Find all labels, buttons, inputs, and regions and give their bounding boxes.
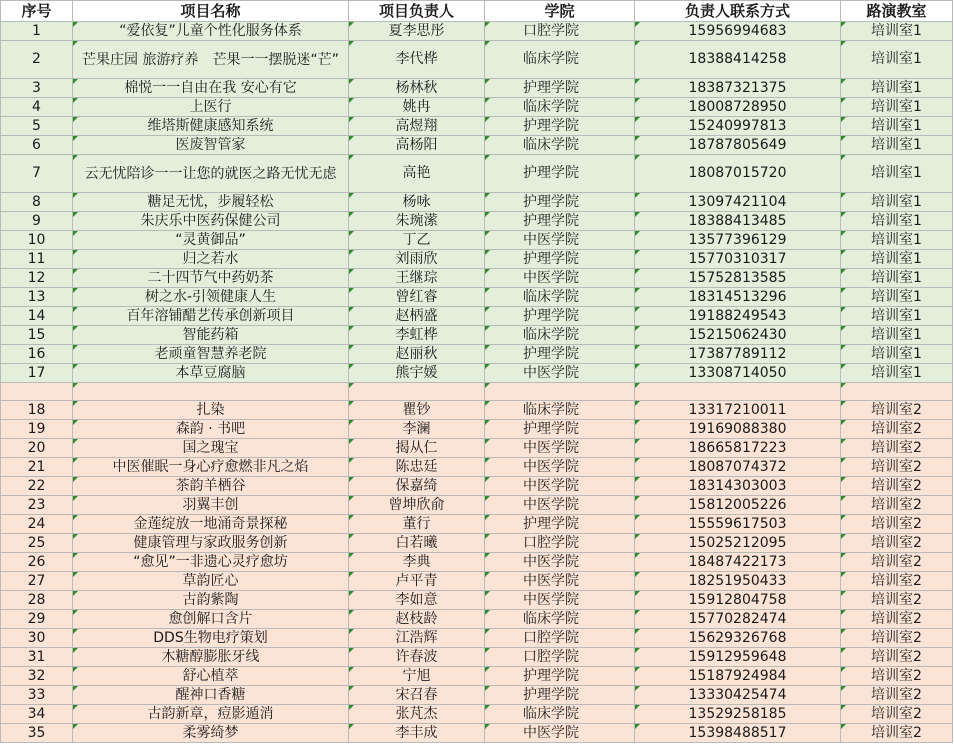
cell-room[interactable]: 培训室1 xyxy=(841,288,953,307)
cell-phone[interactable]: 18787805649 xyxy=(635,136,841,155)
cell-leader[interactable]: 宋召春 xyxy=(349,686,485,705)
cell-phone[interactable]: 18388413485 xyxy=(635,212,841,231)
cell-room[interactable]: 培训室1 xyxy=(841,345,953,364)
cell-project-name[interactable]: 棉悦一一自由在我 安心有它 xyxy=(73,79,349,98)
cell-college[interactable]: 护理学院 xyxy=(485,117,635,136)
cell-room[interactable]: 培训室2 xyxy=(841,439,953,458)
cell-no[interactable]: 21 xyxy=(1,458,73,477)
cell-room[interactable]: 培训室2 xyxy=(841,686,953,705)
empty-cell[interactable] xyxy=(485,383,635,401)
cell-no[interactable]: 18 xyxy=(1,401,73,420)
table-row xyxy=(1,496,953,515)
cell-project-name[interactable]: 愈创解口含片 xyxy=(73,610,349,629)
cell-no[interactable]: 26 xyxy=(1,553,73,572)
table-row xyxy=(1,231,953,250)
cell-no[interactable]: 3 xyxy=(1,79,73,98)
cell-room[interactable]: 培训室2 xyxy=(841,648,953,667)
cell-no[interactable]: 35 xyxy=(1,724,73,743)
cell-project-name[interactable]: 糖足无忧，步履轻松 xyxy=(73,193,349,212)
empty-cell[interactable] xyxy=(349,383,485,401)
cell-leader[interactable]: 高煜翔 xyxy=(349,117,485,136)
cell-no[interactable]: 30 xyxy=(1,629,73,648)
cell-no[interactable]: 1 xyxy=(1,22,73,41)
cell-no[interactable]: 6 xyxy=(1,136,73,155)
cell-leader[interactable]: 李如意 xyxy=(349,591,485,610)
cell-college[interactable]: 护理学院 xyxy=(485,667,635,686)
cell-leader[interactable]: 王继琮 xyxy=(349,269,485,288)
cell-leader[interactable]: 高杨阳 xyxy=(349,136,485,155)
cell-college[interactable]: 临床学院 xyxy=(485,610,635,629)
cell-project-name[interactable]: 茶韵羊栖谷 xyxy=(73,477,349,496)
cell-leader[interactable]: 杨咏 xyxy=(349,193,485,212)
cell-room[interactable]: 培训室1 xyxy=(841,193,953,212)
cell-phone[interactable]: 13577396129 xyxy=(635,231,841,250)
cell-room[interactable]: 培训室2 xyxy=(841,458,953,477)
cell-no[interactable]: 14 xyxy=(1,307,73,326)
cell-project-name[interactable]: 医废智管家 xyxy=(73,136,349,155)
cell-leader[interactable]: 丁乙 xyxy=(349,231,485,250)
table-row xyxy=(1,193,953,212)
cell-no[interactable]: 33 xyxy=(1,686,73,705)
cell-college[interactable]: 中医学院 xyxy=(485,458,635,477)
table-row xyxy=(1,307,953,326)
cell-phone[interactable]: 15025212095 xyxy=(635,534,841,553)
cell-room[interactable]: 培训室2 xyxy=(841,420,953,439)
cell-college[interactable]: 护理学院 xyxy=(485,193,635,212)
cell-room[interactable]: 培训室1 xyxy=(841,155,953,193)
cell-no[interactable]: 25 xyxy=(1,534,73,553)
empty-cell[interactable] xyxy=(635,383,841,401)
cell-college[interactable]: 临床学院 xyxy=(485,705,635,724)
cell-project-name[interactable]: 智能药箱 xyxy=(73,326,349,345)
empty-cell[interactable] xyxy=(1,383,73,401)
cell-college[interactable]: 中医学院 xyxy=(485,269,635,288)
cell-leader[interactable]: 张芃杰 xyxy=(349,705,485,724)
cell-room[interactable]: 培训室1 xyxy=(841,250,953,269)
cell-phone[interactable]: 18665817223 xyxy=(635,439,841,458)
header-cell-project-name[interactable]: 项目名称 xyxy=(73,1,349,22)
cell-room[interactable]: 培训室1 xyxy=(841,41,953,79)
cell-leader[interactable]: 赵柄盛 xyxy=(349,307,485,326)
table-row xyxy=(1,667,953,686)
cell-room[interactable]: 培训室2 xyxy=(841,724,953,743)
header-cell-college[interactable]: 学院 xyxy=(485,1,635,22)
cell-room[interactable]: 培训室1 xyxy=(841,212,953,231)
cell-phone[interactable]: 18314513296 xyxy=(635,288,841,307)
table-row xyxy=(1,136,953,155)
cell-project-name[interactable]: 上医行 xyxy=(73,98,349,117)
cell-phone[interactable]: 15215062430 xyxy=(635,326,841,345)
cell-project-name[interactable]: “灵黄御品” xyxy=(73,231,349,250)
cell-phone[interactable]: 19169088380 xyxy=(635,420,841,439)
table-row xyxy=(1,79,953,98)
cell-room[interactable]: 培训室1 xyxy=(841,269,953,288)
cell-no[interactable]: 22 xyxy=(1,477,73,496)
cell-college[interactable]: 护理学院 xyxy=(485,79,635,98)
cell-no[interactable]: 34 xyxy=(1,705,73,724)
table-row xyxy=(1,364,953,383)
cell-room[interactable]: 培训室2 xyxy=(841,477,953,496)
cell-phone[interactable]: 15240997813 xyxy=(635,117,841,136)
cell-phone[interactable]: 18314303003 xyxy=(635,477,841,496)
cell-no[interactable]: 7 xyxy=(1,155,73,193)
cell-phone[interactable]: 15187924984 xyxy=(635,667,841,686)
cell-project-name[interactable]: 草韵匠心 xyxy=(73,572,349,591)
cell-room[interactable]: 培训室2 xyxy=(841,401,953,420)
cell-phone[interactable]: 18388414258 xyxy=(635,41,841,79)
cell-project-name[interactable]: “爱依复”儿童个性化服务体系 xyxy=(73,22,349,41)
cell-project-name[interactable]: 本草豆腐脑 xyxy=(73,364,349,383)
cell-project-name[interactable]: 国之瑰宝 xyxy=(73,439,349,458)
cell-project-name[interactable]: 柔雾绮梦 xyxy=(73,724,349,743)
cell-college[interactable]: 护理学院 xyxy=(485,307,635,326)
table-row xyxy=(1,41,953,79)
cell-phone[interactable]: 15956994683 xyxy=(635,22,841,41)
cell-room[interactable]: 培训室2 xyxy=(841,610,953,629)
cell-phone[interactable]: 18487422173 xyxy=(635,553,841,572)
table-row xyxy=(1,155,953,193)
cell-phone[interactable]: 15629326768 xyxy=(635,629,841,648)
header-cell-room[interactable]: 路演教室 xyxy=(841,1,953,22)
table-row xyxy=(1,288,953,307)
cell-project-name[interactable]: 健康管理与家政服务创新 xyxy=(73,534,349,553)
cell-room[interactable]: 培训室2 xyxy=(841,553,953,572)
cell-leader[interactable]: 李丰成 xyxy=(349,724,485,743)
cell-phone[interactable]: 15752813585 xyxy=(635,269,841,288)
cell-college[interactable]: 中医学院 xyxy=(485,364,635,383)
cell-phone[interactable]: 13308714050 xyxy=(635,364,841,383)
cell-college[interactable]: 护理学院 xyxy=(485,155,635,193)
table-row xyxy=(1,269,953,288)
header-cell-no[interactable]: 序号 xyxy=(1,1,73,22)
cell-project-name[interactable]: “愈见”一非遗心灵疗愈坊 xyxy=(73,553,349,572)
cell-phone[interactable]: 15559617503 xyxy=(635,515,841,534)
cell-college[interactable]: 中医学院 xyxy=(485,591,635,610)
cell-college[interactable]: 护理学院 xyxy=(485,212,635,231)
cell-room[interactable]: 培训室1 xyxy=(841,307,953,326)
cell-phone[interactable]: 17387789112 xyxy=(635,345,841,364)
cell-no[interactable]: 11 xyxy=(1,250,73,269)
cell-leader[interactable]: 赵丽秋 xyxy=(349,345,485,364)
cell-phone[interactable]: 13529258185 xyxy=(635,705,841,724)
table-row xyxy=(1,22,953,41)
cell-leader[interactable]: 李代桦 xyxy=(349,41,485,79)
table-row xyxy=(1,250,953,269)
cell-project-name[interactable]: 古韵新章，痘影遁消 xyxy=(73,705,349,724)
cell-project-name[interactable]: 金莲绽放一地涌奇景探秘 xyxy=(73,515,349,534)
empty-cell[interactable] xyxy=(841,383,953,401)
cell-phone[interactable]: 19188249543 xyxy=(635,307,841,326)
cell-project-name[interactable]: 醒神口香糖 xyxy=(73,686,349,705)
table-row xyxy=(1,420,953,439)
cell-college[interactable]: 中医学院 xyxy=(485,231,635,250)
cell-no[interactable]: 31 xyxy=(1,648,73,667)
cell-phone[interactable]: 15398488517 xyxy=(635,724,841,743)
cell-college[interactable]: 护理学院 xyxy=(485,250,635,269)
cell-leader[interactable]: 卢平青 xyxy=(349,572,485,591)
cell-leader[interactable]: 瞿钞 xyxy=(349,401,485,420)
table-row xyxy=(1,345,953,364)
table-row xyxy=(1,117,953,136)
cell-college[interactable]: 中医学院 xyxy=(485,439,635,458)
cell-project-name[interactable]: 老顽童智慧养老院 xyxy=(73,345,349,364)
table-row xyxy=(1,515,953,534)
table-row xyxy=(1,98,953,117)
cell-room[interactable]: 培训室1 xyxy=(841,326,953,345)
cell-no[interactable]: 15 xyxy=(1,326,73,345)
cell-college[interactable]: 口腔学院 xyxy=(485,629,635,648)
cell-project-name[interactable]: 树之水-引领健康人生 xyxy=(73,288,349,307)
cell-leader[interactable]: 江浩辉 xyxy=(349,629,485,648)
cell-project-name[interactable]: 古韵紫陶 xyxy=(73,591,349,610)
cell-no[interactable]: 2 xyxy=(1,41,73,79)
cell-college[interactable]: 中医学院 xyxy=(485,477,635,496)
cell-phone[interactable]: 15812005226 xyxy=(635,496,841,515)
cell-college[interactable]: 口腔学院 xyxy=(485,648,635,667)
cell-project-name[interactable]: 朱庆乐中医药保健公司 xyxy=(73,212,349,231)
cell-project-name[interactable]: 羽翼丰创 xyxy=(73,496,349,515)
cell-leader[interactable]: 白若曦 xyxy=(349,534,485,553)
cell-no[interactable]: 28 xyxy=(1,591,73,610)
cell-college[interactable]: 中医学院 xyxy=(485,553,635,572)
cell-leader[interactable]: 夏李思彤 xyxy=(349,22,485,41)
table-row xyxy=(1,724,953,743)
cell-college[interactable]: 中医学院 xyxy=(485,496,635,515)
cell-phone[interactable]: 13317210011 xyxy=(635,401,841,420)
cell-leader[interactable]: 宁旭 xyxy=(349,667,485,686)
cell-college[interactable]: 临床学院 xyxy=(485,136,635,155)
cell-college[interactable]: 口腔学院 xyxy=(485,534,635,553)
table-row xyxy=(1,477,953,496)
cell-leader[interactable]: 许春波 xyxy=(349,648,485,667)
cell-no[interactable]: 8 xyxy=(1,193,73,212)
cell-no[interactable]: 32 xyxy=(1,667,73,686)
cell-college[interactable]: 护理学院 xyxy=(485,345,635,364)
cell-leader[interactable]: 李虹桦 xyxy=(349,326,485,345)
cell-room[interactable]: 培训室2 xyxy=(841,629,953,648)
cell-no[interactable]: 19 xyxy=(1,420,73,439)
cell-no[interactable]: 12 xyxy=(1,269,73,288)
cell-room[interactable]: 培训室1 xyxy=(841,136,953,155)
cell-project-name[interactable]: 芒果庄园 旅游疗养 芒果一一摆脱迷“芒” xyxy=(73,41,349,79)
cell-leader[interactable]: 熊宇媛 xyxy=(349,364,485,383)
cell-college[interactable]: 中医学院 xyxy=(485,724,635,743)
cell-college[interactable]: 护理学院 xyxy=(485,420,635,439)
table-row xyxy=(1,458,953,477)
cell-room[interactable]: 培训室2 xyxy=(841,496,953,515)
cell-leader[interactable]: 保嘉绮 xyxy=(349,477,485,496)
cell-leader[interactable]: 刘雨欣 xyxy=(349,250,485,269)
cell-leader[interactable]: 董行 xyxy=(349,515,485,534)
cell-room[interactable]: 培训室1 xyxy=(841,22,953,41)
cell-leader[interactable]: 姚冉 xyxy=(349,98,485,117)
cell-phone[interactable]: 18087074372 xyxy=(635,458,841,477)
cell-project-name[interactable]: 归之若水 xyxy=(73,250,349,269)
cell-phone[interactable]: 13330425474 xyxy=(635,686,841,705)
cell-no[interactable]: 24 xyxy=(1,515,73,534)
cell-phone[interactable]: 15912804758 xyxy=(635,591,841,610)
table-row xyxy=(1,212,953,231)
cell-project-name[interactable]: 木糖醇膨胀牙线 xyxy=(73,648,349,667)
cell-no[interactable]: 16 xyxy=(1,345,73,364)
cell-no[interactable]: 9 xyxy=(1,212,73,231)
spacer-row xyxy=(1,383,953,401)
cell-room[interactable]: 培训室2 xyxy=(841,572,953,591)
cell-no[interactable]: 23 xyxy=(1,496,73,515)
cell-room[interactable]: 培训室2 xyxy=(841,705,953,724)
cell-leader[interactable]: 李澜 xyxy=(349,420,485,439)
cell-room[interactable]: 培训室1 xyxy=(841,79,953,98)
cell-room[interactable]: 培训室2 xyxy=(841,667,953,686)
cell-room[interactable]: 培训室2 xyxy=(841,534,953,553)
cell-project-name[interactable]: 百年溶铺醋艺传承创新项目 xyxy=(73,307,349,326)
cell-phone[interactable]: 13097421104 xyxy=(635,193,841,212)
cell-leader[interactable]: 杨林秋 xyxy=(349,79,485,98)
cell-no[interactable]: 10 xyxy=(1,231,73,250)
table-row xyxy=(1,572,953,591)
cell-no[interactable]: 13 xyxy=(1,288,73,307)
cell-no[interactable]: 5 xyxy=(1,117,73,136)
cell-no[interactable]: 4 xyxy=(1,98,73,117)
cell-project-name[interactable]: 舒心植萃 xyxy=(73,667,349,686)
cell-project-name[interactable]: 云无忧陪诊一一让您的就医之路无忧无虑 xyxy=(73,155,349,193)
cell-phone[interactable]: 15770282474 xyxy=(635,610,841,629)
cell-project-name[interactable]: 二十四节气中药奶茶 xyxy=(73,269,349,288)
table-row xyxy=(1,686,953,705)
cell-project-name[interactable]: DDS生物电疗策划 xyxy=(73,629,349,648)
cell-leader[interactable]: 揭从仁 xyxy=(349,439,485,458)
cell-room[interactable]: 培训室2 xyxy=(841,591,953,610)
cell-college[interactable]: 临床学院 xyxy=(485,326,635,345)
cell-college[interactable]: 临床学院 xyxy=(485,98,635,117)
cell-phone[interactable]: 15912959648 xyxy=(635,648,841,667)
cell-project-name[interactable]: 森韵 · 书吧 xyxy=(73,420,349,439)
cell-college[interactable]: 口腔学院 xyxy=(485,22,635,41)
cell-project-name[interactable]: 维塔斯健康感知系统 xyxy=(73,117,349,136)
table-row xyxy=(1,553,953,572)
cell-room[interactable]: 培训室1 xyxy=(841,117,953,136)
cell-room[interactable]: 培训室2 xyxy=(841,515,953,534)
cell-phone[interactable]: 18008728950 xyxy=(635,98,841,117)
cell-room[interactable]: 培训室1 xyxy=(841,364,953,383)
cell-phone[interactable]: 18251950433 xyxy=(635,572,841,591)
cell-no[interactable]: 17 xyxy=(1,364,73,383)
cell-room[interactable]: 培训室1 xyxy=(841,98,953,117)
cell-project-name[interactable]: 中医催眠一身心疗愈燃非凡之焰 xyxy=(73,458,349,477)
cell-leader[interactable]: 李典 xyxy=(349,553,485,572)
table-row xyxy=(1,705,953,724)
cell-leader[interactable]: 高艳 xyxy=(349,155,485,193)
cell-project-name[interactable]: 扎染 xyxy=(73,401,349,420)
cell-leader[interactable]: 朱琬潆 xyxy=(349,212,485,231)
cell-college[interactable]: 中医学院 xyxy=(485,572,635,591)
cell-leader[interactable]: 陈忠廷 xyxy=(349,458,485,477)
cell-no[interactable]: 20 xyxy=(1,439,73,458)
header-cell-phone[interactable]: 负责人联系方式 xyxy=(635,1,841,22)
cell-college[interactable]: 护理学院 xyxy=(485,686,635,705)
table-row xyxy=(1,591,953,610)
table-row xyxy=(1,648,953,667)
cell-no[interactable]: 27 xyxy=(1,572,73,591)
header-row xyxy=(1,1,953,22)
cell-college[interactable]: 临床学院 xyxy=(485,41,635,79)
cell-phone[interactable]: 18387321375 xyxy=(635,79,841,98)
cell-college[interactable]: 临床学院 xyxy=(485,288,635,307)
table-row xyxy=(1,401,953,420)
cell-leader[interactable]: 曾红睿 xyxy=(349,288,485,307)
cell-phone[interactable]: 15770310317 xyxy=(635,250,841,269)
table-row xyxy=(1,326,953,345)
cell-leader[interactable]: 曾坤欣俞 xyxy=(349,496,485,515)
table-row xyxy=(1,610,953,629)
cell-college[interactable]: 护理学院 xyxy=(485,515,635,534)
table-row xyxy=(1,534,953,553)
header-cell-leader[interactable]: 项目负责人 xyxy=(349,1,485,22)
cell-college[interactable]: 临床学院 xyxy=(485,401,635,420)
cell-phone[interactable]: 18087015720 xyxy=(635,155,841,193)
cell-leader[interactable]: 赵枝龄 xyxy=(349,610,485,629)
table-body xyxy=(1,22,953,743)
empty-cell[interactable] xyxy=(73,383,349,401)
cell-room[interactable]: 培训室1 xyxy=(841,231,953,250)
cell-no[interactable]: 29 xyxy=(1,610,73,629)
table-row xyxy=(1,439,953,458)
table-row xyxy=(1,629,953,648)
